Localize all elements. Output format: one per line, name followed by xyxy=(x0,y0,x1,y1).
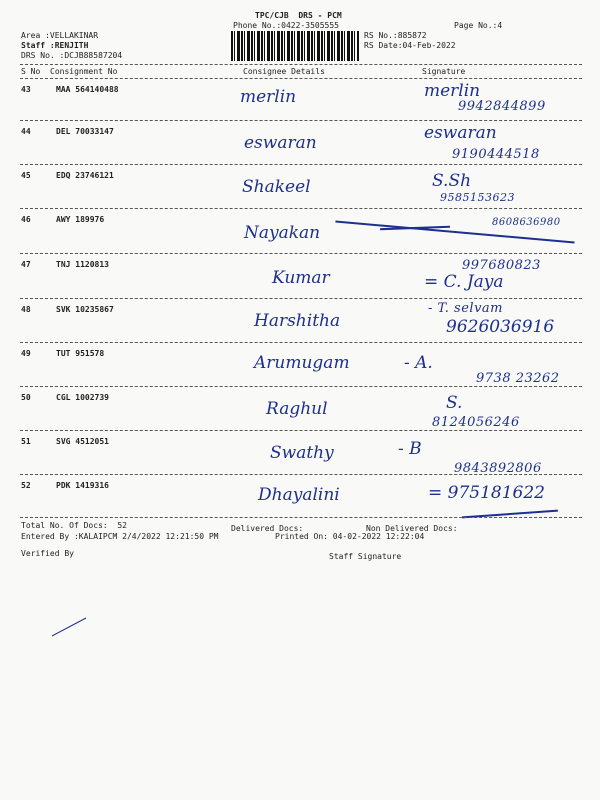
drs-number: DRS No. :DCJB88587204 xyxy=(21,51,123,60)
document-title: TPC/CJB DRS - PCM xyxy=(255,11,342,20)
row-sno: 43 xyxy=(21,85,31,94)
row-consignee-name: Raghul xyxy=(266,399,328,419)
row-consignment: SVK 10235867 xyxy=(56,305,114,314)
row-sno: 47 xyxy=(21,260,31,269)
row-consignee-name: merlin xyxy=(240,87,297,107)
table-row xyxy=(0,125,600,165)
row-phone: = 975181622 xyxy=(428,483,545,503)
row-divider xyxy=(20,342,582,343)
row-phone: 997680823 xyxy=(462,258,541,273)
row-signature: eswaran xyxy=(424,123,497,143)
row-sno: 48 xyxy=(21,305,31,314)
col-consignee: Consignee Details xyxy=(243,67,325,76)
row-divider xyxy=(20,430,582,431)
col-consignment: Consignment No xyxy=(50,67,118,76)
rs-number: RS No.:885872 xyxy=(364,31,427,40)
row-signature: S. xyxy=(446,393,463,413)
row-consignee-name: Shakeel xyxy=(242,177,311,197)
row-phone: 9942844899 xyxy=(458,99,546,114)
row-consignment: TNJ 1120813 xyxy=(56,260,109,269)
barcode xyxy=(231,31,359,61)
row-signature: S.Sh xyxy=(432,171,472,191)
footer-divider xyxy=(20,517,582,518)
row-signature: - B xyxy=(398,439,422,459)
row-sno: 44 xyxy=(21,127,31,136)
non-delivered-docs: Non Delivered Docs: xyxy=(366,524,458,533)
row-consignment: SVG 4512051 xyxy=(56,437,109,446)
row-signature: merlin xyxy=(424,81,481,101)
header-divider xyxy=(20,64,582,65)
row-phone: 9738 23262 xyxy=(476,371,560,386)
row-consignee-name: Nayakan xyxy=(244,223,321,243)
row-signature: = C. Jaya xyxy=(424,272,504,292)
row-divider xyxy=(20,208,582,209)
row-consignee-name: Dhayalini xyxy=(258,485,340,505)
row-sno: 51 xyxy=(21,437,31,446)
row-consignment: TUT 951578 xyxy=(56,349,105,358)
table-row xyxy=(0,435,600,475)
row-sno: 50 xyxy=(21,393,31,402)
row-divider xyxy=(20,298,582,299)
row-divider xyxy=(20,474,582,475)
row-phone: 9843892806 xyxy=(454,461,542,476)
row-consignee-name: Swathy xyxy=(270,443,334,463)
row-sno: 52 xyxy=(21,481,31,490)
table-row xyxy=(0,83,600,123)
row-consignment: MAA 564140488 xyxy=(56,85,119,94)
row-consignment: AWY 189976 xyxy=(56,215,105,224)
printed-on: Printed On: 04-02-2022 12:22:04 xyxy=(275,532,425,541)
area-label: Area :VELLAKINAR xyxy=(21,31,99,40)
table-row xyxy=(0,258,600,298)
row-sno: 45 xyxy=(21,171,31,180)
table-row xyxy=(0,213,600,253)
table-row xyxy=(0,479,600,519)
entered-by: Entered By :KALAIPCM 2/4/2022 12:21:50 PM xyxy=(21,532,219,541)
row-consignee-name: eswaran xyxy=(244,133,317,153)
table-row xyxy=(0,169,600,209)
row-divider xyxy=(20,253,582,254)
verified-by: Verified By xyxy=(21,549,74,558)
row-signature: - T. selvam xyxy=(428,301,503,316)
row-consignee-name: Arumugam xyxy=(254,353,350,373)
table-row xyxy=(0,391,600,431)
row-phone: 9626036916 xyxy=(446,317,555,337)
row-phone: 9585153623 xyxy=(440,191,515,204)
staff-label: Staff :RENJITH xyxy=(21,41,89,50)
row-phone: 8608636980 xyxy=(492,217,561,228)
row-consignee-name: Harshitha xyxy=(254,311,341,331)
row-consignee-name: Kumar xyxy=(272,268,330,288)
row-sno: 49 xyxy=(21,349,31,358)
col-sno: S No xyxy=(21,67,41,76)
stray-mark xyxy=(50,612,90,642)
row-consignment: CGL 1002739 xyxy=(56,393,109,402)
total-docs: Total No. Of Docs: 52 xyxy=(21,521,127,530)
table-row xyxy=(0,303,600,343)
row-consignment: EDQ 23746121 xyxy=(56,171,114,180)
row-phone: 9190444518 xyxy=(452,147,540,162)
row-divider xyxy=(20,386,582,387)
row-consignment: DEL 70033147 xyxy=(56,127,114,136)
staff-signature: Staff Signature xyxy=(329,552,402,561)
columns-divider xyxy=(20,78,582,79)
row-divider xyxy=(20,164,582,165)
col-signature: Signature xyxy=(422,67,466,76)
rs-date: RS Date:04-Feb-2022 xyxy=(364,41,456,50)
row-signature: - A. xyxy=(404,353,433,373)
page-number: Page No.:4 xyxy=(454,21,503,30)
row-phone: 8124056246 xyxy=(432,415,520,430)
row-consignment: PDK 1419316 xyxy=(56,481,109,490)
delivered-docs: Delivered Docs: xyxy=(231,524,304,533)
row-sno: 46 xyxy=(21,215,31,224)
row-divider xyxy=(20,120,582,121)
table-row xyxy=(0,347,600,387)
phone-number: Phone No.:0422-3505555 xyxy=(233,21,339,30)
